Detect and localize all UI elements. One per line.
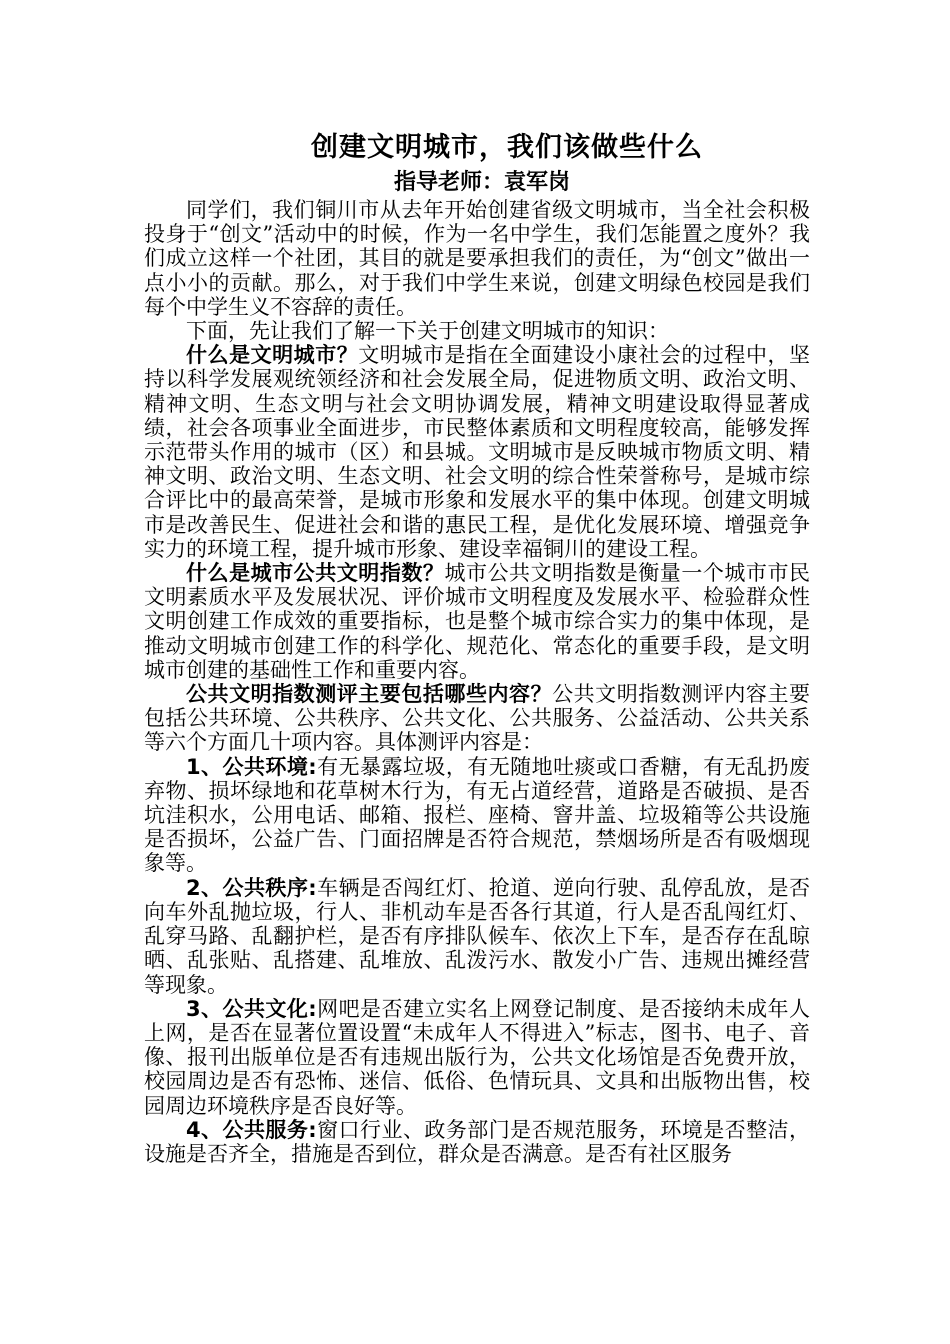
document-body	[144, 128, 810, 1166]
paragraph-public-service	[144, 1118, 810, 1166]
paragraph-public-order	[144, 876, 810, 997]
paragraph-intro	[144, 198, 810, 319]
paragraph-public-environment	[144, 755, 810, 876]
paragraph-text: 有无暴露垃圾，有无随地吐痰或口香糖，有无乱扔废弃物、损坏绿地和花草树木行为，有无占道经营，道路是否破损、是否坑洼积水，公用电话、邮箱、报栏、座椅、窨井盖、垃圾箱等公共设施是否损坏，公益广告、门面招牌是否符合规范，禁烟场所是否有吸烟现象等。	[144, 754, 810, 876]
paragraph-text: 城市公共文明指数是衡量一个城市市民文明素质水平及发展状况、评价城市文明程度及发展水平、检验群众性文明创建工作成效的重要指标，也是整个城市综合实力的集中体现，是推动文明城市创建工作的科学化、规范化、常态化的重要手段，是文明城市创建的基础性工作和重要内容。	[144, 561, 811, 682]
paragraph-civilized-city	[144, 343, 810, 561]
paragraph-text: 车辆是否闯红灯、抢道、逆向行驶、乱停乱放，是否向车外乱抛垃圾，行人、非机动车是否各行其道，行人是否乱闯红灯、乱穿马路、乱翻护栏，是否有序排队候车、依次上下车，是否存在乱晾晒、乱张贴、乱搭建、乱堆放、乱泼污水、散发小广告、违规出摊经营等现象。	[144, 875, 810, 997]
paragraph-heading: 4、公共服务:	[186, 1117, 317, 1142]
paragraph-evaluation-content	[144, 682, 810, 755]
paragraph-public-culture	[144, 997, 810, 1118]
paragraph-text: 下面，先让我们了解一下关于创建文明城市的知识：	[186, 319, 669, 344]
paragraph-text: 文明城市是指在全面建设小康社会的过程中，坚持以科学发展观统领经济和社会发展全局，促进物质文明、政治文明、精神文明、生态文明与社会文明协调发展，精神文明建设取得显著成绩，社会各项事业全面进步，市民整体素质和文明程度较高，能够发挥示范带头作用的城市（区）和县城。文明城市是反映城市物质文明、精神文明、政治文明、生态文明、社会文明的综合性荣誉称号，是城市综合评比中的最高荣誉，是城市形象和发展水平的集中体现。创建文明城市是改善民生、促进社会和谐的惠民工程，是优化发展环境、增强竞争实力的环境工程，提升城市形象、建设幸福铜川的建设工程。	[144, 343, 811, 561]
paragraph-text: 窗口行业、政务部门是否规范服务，环境是否整洁，设施是否齐全，措施是否到位，群众是否满意。是否有社区服务	[144, 1117, 810, 1166]
teacher-line: 指导老师：袁军岗	[393, 170, 570, 195]
paragraph-text: 同学们，我们铜川市从去年开始创建省级文明城市，当全社会积极投身于“创文”活动中的时候，作为一名中学生，我们怎能置之度外？我们成立这样一个社团，其目的就是要承担我们的责任，为“创文”做出一点小小的贡献。那么，对于我们中学生来说，创建文明绿色校园是我们每个中学生义不容辞的责任。	[144, 198, 810, 319]
paragraph-heading: 公共文明指数测评主要包括哪些内容？	[186, 682, 553, 707]
paragraph-text: 网吧是否建立实名上网登记制度、是否接纳未成年人上网，是否在显著位置设置“未成年人不得进入”标志，图书、电子、音像、报刊出版单位是否有违规出版行为，公共文化场馆是否免费开放，校园周边是否有恐怖、迷信、低俗、色情玩具、文具和出版物出售，校园周边环境秩序是否良好等。	[144, 996, 810, 1118]
paragraph-text: 公共文明指数测评内容主要包括公共环境、公共秩序、公共文化、公共服务、公益活动、公共关系等六个方面几十项内容。具体测评内容是：	[144, 682, 811, 755]
paragraph-lead-in	[144, 319, 810, 343]
paragraph-civility-index	[144, 561, 810, 682]
paragraph-heading: 3、公共文化:	[186, 996, 317, 1021]
paragraph-heading: 什么是城市公共文明指数？	[186, 561, 445, 586]
paragraph-heading: 什么是文明城市？	[186, 343, 359, 368]
paragraph-heading: 1、公共环境:	[186, 754, 317, 779]
document-title: 创建文明城市，我们该做些什么	[311, 132, 703, 163]
paragraph-heading: 2、公共秩序:	[186, 875, 317, 900]
